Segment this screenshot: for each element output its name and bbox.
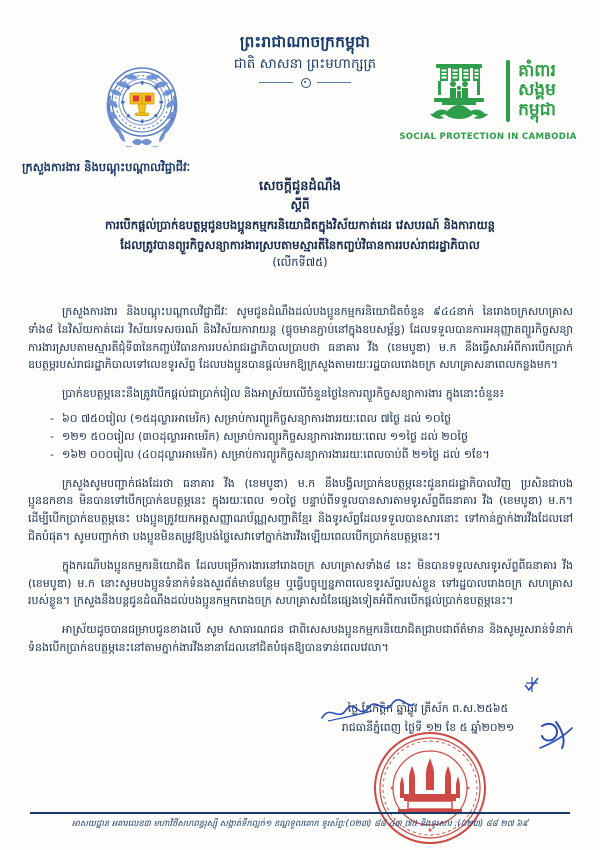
document-body <box>28 292 573 664</box>
paragraph: អាស្រ័យដូចបានជម្រាបជូនខាងលើ សូម សាធារណជន ជាពិសេសបងប្អូនកម្មករនិយោជិតជ្រាបជាព័ត៌មាន និងសូមរួសរាន់ទំនាក់ទំនងបើកប្រាក់ឧបត្ថម្ភនេះនៅតាមភ្នាក់ងារវីងនានាដែលនៅជិតបំផុតឱ្យបានទាន់ពេលវេលា។ <box>28 623 573 654</box>
document-title-block <box>30 178 570 272</box>
signature-date-line-2: រាជធានីភ្នំពេញ ថ្ងៃទី ១២ ខែ ៥ ឆ្នាំ២០២១ <box>341 720 515 734</box>
ministry-name: ក្រសួងការងារ និងបណ្តុះបណ្តាលវិជ្ជាជីវៈ <box>22 160 191 174</box>
logo-khmer-text <box>518 62 556 119</box>
ornament-divider-icon <box>259 78 351 86</box>
paragraph: ក្នុងករណីបងប្អូនកម្មករនិយោជិត ដែលបម្រើការងារនៅរោងចក្រ សហគ្រាសទាំង៨ នេះ មិនបានទទួលសារទូរស័ព្ទពីធនាគារ វីង (ខេមបូឌា) ម.ក នោះសូមបងប្អូនទំនាក់ទំនងសួរព័ត៌មានបន្ថែម ឬធ្វើបច្ចុប្បន្នភាពលេខទូរស័ព្ទរបស់ខ្លួន ទៅរដ្ឋបាលរោងចក្រ សហគ្រាសរបស់ខ្លួន។ ក្រសួងនឹងបន្តជូនដំណឹងដល់បងប្អូនកម្មករោងចក្រ សហគ្រាសជំនែផ្សេងទៀតអំពីការបើកផ្តល់ប្រាក់ឧបត្ថម្ភនេះ។ <box>28 558 573 608</box>
signature-flourish-icon <box>536 718 576 752</box>
social-protection-mark-icon <box>420 56 498 126</box>
checkmark-icon <box>523 676 541 694</box>
paragraph: ក្រសួងសូមបញ្ជាក់ផងដែរថា ធនាគារ វីង (ខេមបូឌា) ម.ក នឹងបង្វិលប្រាក់ឧបត្ថម្ភនេះជូនរាជរដ្ឋាភិបាលវិញ ប្រសិនជាបងប្អូនឧកខាន មិនបានទៅបើកប្រាក់ឧបត្ថម្ភនេះ ក្នុងរយៈពេល ១០ថ្ងៃ បន្ទាប់ពីទទួលបានសារតាមទូរស័ព្ទពីធនាគារ វីង (ខេមបូឌា) ម.ក។ ដើម្បីបើកប្រាក់ឧបត្ថម្ភនេះ បងប្អូនត្រូវយកអត្តសញ្ញាណប័ណ្ណសញ្ជាតិខ្មែរ និងទូរស័ព្ទដែលទទួលបានសារនោះ ទៅកាន់ភ្នាក់ងារវីងដែលនៅជិតបំផុត។ សូមបញ្ជាក់ថា បងប្អូនមិនតម្រូវឱ្យបង់ថ្លៃសេវាទៅភ្នាក់ងារវីងឡើយពេលបើកប្រាក់ឧបត្ថម្ភនេះ។ <box>28 476 573 543</box>
logo-khmer-line-1: គាំពារ <box>518 61 556 82</box>
logo-caption: SOCIAL PROTECTION IN CAMBODIA <box>399 132 577 142</box>
payment-amount-list <box>28 410 573 463</box>
kingdom-title: ព្រះរាជាណាចក្រកម្ពុជា <box>239 33 371 51</box>
document-header <box>0 0 600 158</box>
list-item: - ១២១ ៥០០រៀល (៣០ដុល្លារអាមេរិក) សម្រាប់ការព្យួរកិច្ចសន្យាការងាររយៈពេល ១១ថ្ងៃ ដល់ ២០ថ្ងៃ <box>28 428 573 446</box>
logo-khmer-line-3: កម្ពុជា <box>518 99 556 120</box>
paragraph: ក្រសួងការងារ និងបណ្តុះបណ្តាលវិជ្ជាជីវៈ សូមជូនដំណឹងដល់បងប្អូនកម្មករនិយោជិតចំនួន ៩៤៤នាក់ នៃរោងចក្រសហគ្រាសទាំង៨ នៃវិស័យកាត់ដេរ វិស័យទេសចរណ៍ និងវិស័យការាយន្ត (ផ្ទុចមានភ្ជាប់នៅក្នុងឧបសម្ព័ន្ធ) ដែលទទួលបានការអនុញ្ញាតព្យួរកិច្ចសន្យាការងារស្របតាមស្មារតីជុំទី៣នៃកញ្ចប់វិធានការរបស់រាជរដ្ឋាភិបាលប្រាបថា ធនាគារ វីង (ខេមបូឌា) ម.ក នឹងធ្វើសារអំពីការបើកប្រាក់ឧបត្ថម្ភរបស់រាជរដ្ឋាភិបាលទៅលេខទូរស័ព្ទ ដែលបងប្អូនបានផ្តល់មកឱ្យក្រសួងតាមរយៈរដ្ឋបាលរោងចក្រ សហគ្រាសនាពេលកន្លងមក។ <box>28 305 573 372</box>
paragraph: ប្រាក់ឧបត្ថម្ភនេះនឹងត្រូវបើកផ្តល់ជាប្រាក់រៀល និងអាស្រ័យលើចំនួនថ្ងៃនៃការព្យួរកិច្ចសន្យាការងារ ក្នុងនោះចំនួន៖ <box>62 387 505 401</box>
notice-round-number: (លើកទី៧៥) <box>272 255 328 270</box>
footer-divider <box>30 812 570 814</box>
national-motto: ជាតិ សាសនា ព្រះមហាក្សត្រ <box>233 55 377 72</box>
signature-date-line-1: ថ្ងៃ ខែកត្តិក ឆ្នាំឆ្លូវ ត្រីស័ក ព.ស.២៥៦៥ <box>347 702 509 715</box>
logo-khmer-line-2: សង្គម <box>518 80 556 101</box>
list-item: - ៦០ ៧៥០រៀល (១៥ដុល្លារអាមេរិក) សម្រាប់ការព្យួរកិច្ចសន្យាការងាររយៈពេល ៧ថ្ងៃ ដល់ ១០ថ្ងៃ <box>28 410 573 428</box>
notice-subtitle: ស្តីពី <box>290 198 310 213</box>
social-protection-logo <box>390 56 586 142</box>
notice-title: សេចក្តីជូនដំណឹង <box>259 179 341 194</box>
footer-address: អាសយដ្ឋាន អគារលេខ៣ មហាវិថីសហពន្ធរុស្ស៊ី សង្កាត់ទឹកល្អក់១ ខណ្ឌទួលគោក ទូរស័ព្ទ:(០២៣) ៨៨ ៤៣ ៧៥ និងទូរសារ :(០២៣) ៨៨ ២៧ ៦៩ <box>71 818 529 828</box>
notice-subject-line-2: ដែលត្រូវបានព្យួរកិច្ចសន្យាការងារស្របតាមស្មារតីនៃកញ្ចប់វិធានការរបស់រាជរដ្ឋាភិបាល <box>120 237 480 252</box>
logo-separator <box>506 60 510 122</box>
notice-subject-line-1: ការបើកផ្តល់ប្រាក់ឧបត្ថម្ភជូនបងប្អូនកម្មករនិយោជិតក្នុងវិស័យកាត់ដេរ វេសបរណ៍ និងការាយន្ត <box>105 218 495 233</box>
list-item: - ១៦២ ០០០រៀល (៤០ដុល្លារអាមេរិក) សម្រាប់ការព្យួរកិច្ចសន្យាការងាររយៈពេលចាប់ពី ២១ថ្ងៃ ដល់ ១ខែ។ <box>28 446 573 464</box>
